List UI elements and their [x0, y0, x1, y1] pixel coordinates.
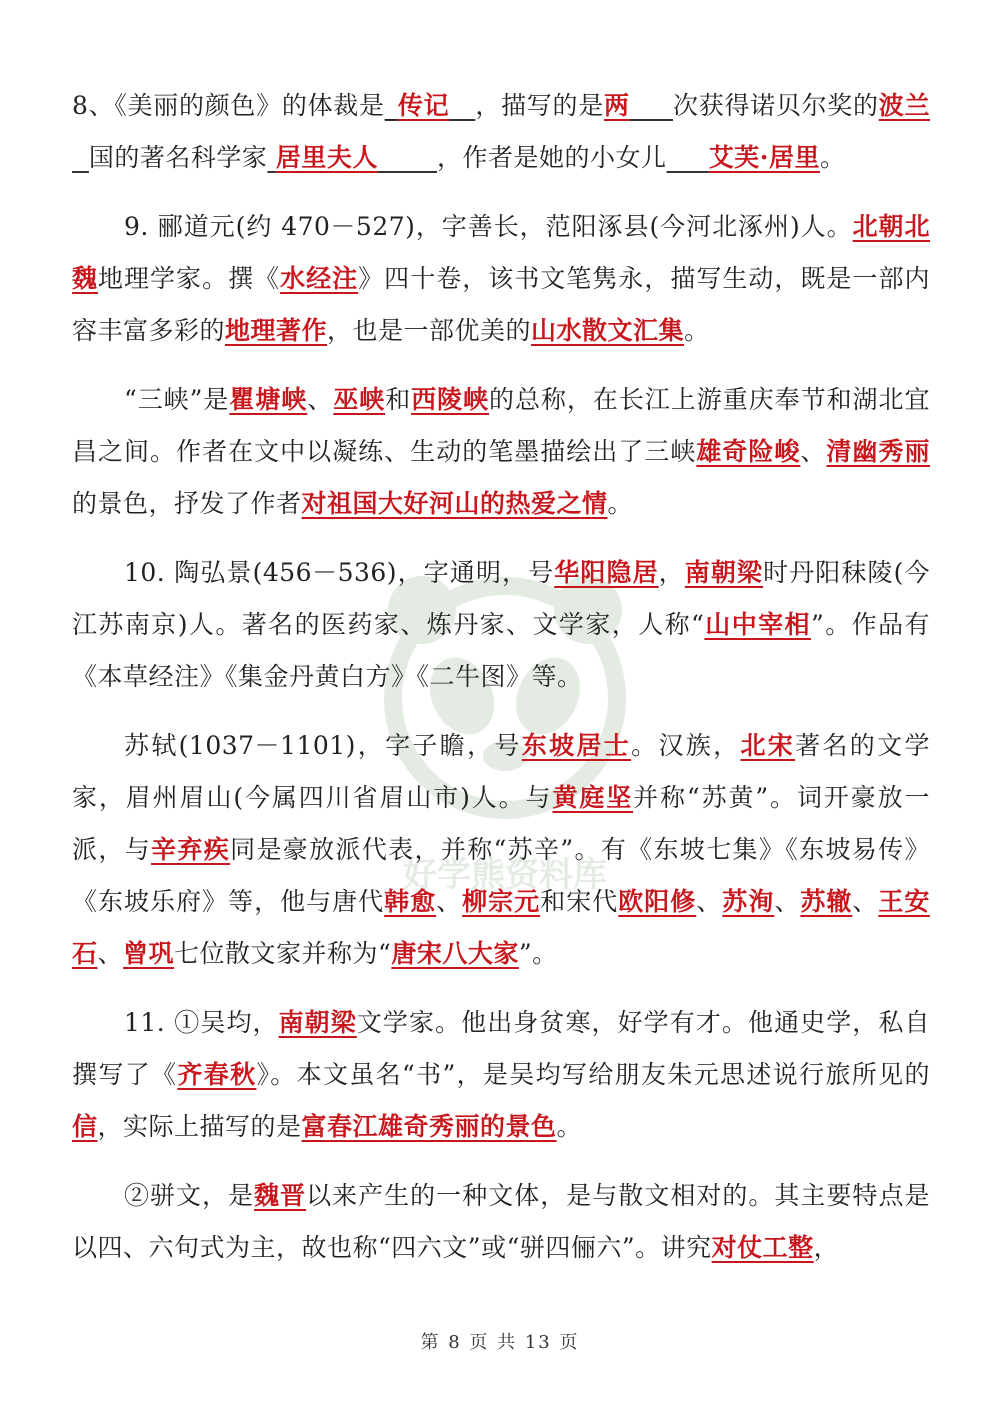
answer-text: 苏辙	[800, 887, 853, 916]
document-body	[72, 80, 930, 1274]
answer-text: 信	[72, 1112, 98, 1141]
answer-text: 瞿塘峡	[229, 385, 308, 414]
body-text: 8、《美丽的颜色》的体裁是	[72, 91, 385, 120]
body-text: 国的著名科学家	[88, 143, 268, 172]
body-text: 》。本文虽名“书”，是吴均写给朋友朱元思述说行旅所见的	[256, 1060, 930, 1089]
paragraph-q10	[72, 547, 930, 703]
answer-text: 清幽秀丽	[826, 437, 930, 466]
body-text: 、	[307, 385, 334, 414]
fill-blank: _	[384, 91, 398, 120]
body-text: 时丹阳秣陵(今江苏南京)人。著名的医药家、炼丹家、文学家，人称“	[72, 558, 930, 639]
answer-text: 山中宰相	[704, 610, 811, 639]
answer-text: 北朝北魏	[72, 212, 930, 293]
answer-text: 波兰	[878, 91, 930, 120]
body-text: 的总称，在长江上游重庆奉节和湖北宜昌之间。作者在文中以凝练、生动的笔墨描绘出了三峡	[72, 385, 930, 466]
body-text: ”。作品有《本草经注》《集金丹黄白方》《二牛图》等。	[72, 610, 930, 691]
answer-text: 富春江雄奇秀丽的景色	[301, 1112, 557, 1141]
body-text: 。汉族，	[631, 731, 741, 760]
body-text: 9. 郦道元(约 470－527)，字善长，范阳涿县(今河北涿州)人。	[124, 212, 853, 241]
answer-text: 地理著作	[225, 316, 328, 345]
page-footer: 第 8 页 共 13 页	[420, 1332, 580, 1353]
answer-text: 对祖国大好河山的热爱之情	[301, 489, 608, 518]
body-text: 、	[696, 887, 723, 916]
body-text: ，	[658, 558, 685, 587]
answer-text: 曾巩	[123, 939, 175, 968]
body-text: 、	[852, 887, 879, 916]
body-text: 。	[684, 316, 710, 345]
answer-text: 艾芙·居里	[708, 143, 820, 172]
body-text: ，也是一部优美的	[327, 316, 532, 345]
answer-text: 华阳隐居	[554, 558, 659, 587]
answer-text: 唐宋八大家	[391, 939, 519, 968]
body-text: 。	[607, 489, 634, 518]
body-text: 。	[556, 1112, 583, 1141]
answer-text: 苏洵	[722, 887, 775, 916]
body-text: ，作者是她的小女儿	[437, 143, 667, 172]
watermark-text: 好学熊资料库	[403, 855, 607, 895]
answer-text: 辛弃疾	[151, 835, 231, 864]
body-text: 和	[385, 385, 412, 414]
body-text: ，	[813, 1233, 840, 1262]
fill-blank	[667, 143, 709, 172]
body-text: ，描写的是	[475, 91, 604, 120]
answer-text: 两	[603, 91, 630, 120]
fill-blank	[72, 143, 89, 172]
answer-text: 水经注	[280, 264, 359, 293]
answer-text: 居里夫人	[275, 143, 378, 172]
body-text: 苏轼(1037－1101)，字子瞻，号	[124, 731, 522, 760]
answer-text: 北宋	[740, 731, 796, 760]
body-text: 11. ①吴均，	[124, 1008, 279, 1037]
answer-text: 魏晋	[254, 1181, 307, 1210]
answer-text: 黄庭坚	[552, 783, 634, 812]
answer-text: 南朝梁	[684, 558, 764, 587]
answer-text: 韩愈	[384, 887, 437, 916]
answer-text: 巫峡	[333, 385, 386, 414]
body-text: “三峡”是	[124, 385, 230, 414]
body-text: 同是豪放派代表，并称“苏辛”。有《东坡七集》《东坡易传》《东坡乐府》等，他与唐代	[72, 835, 930, 916]
body-text: ，实际上描写的是	[97, 1112, 302, 1141]
body-text: 。	[820, 143, 846, 172]
body-text: ②骈文，是	[124, 1181, 255, 1210]
answer-text: 欧阳修	[618, 887, 697, 916]
paragraph-sanxia	[72, 374, 930, 530]
paragraph-q8	[72, 80, 930, 184]
body-text: 并称“苏黄”。词开豪放一派，与	[72, 783, 931, 864]
body-text: 、	[436, 887, 463, 916]
fill-blank	[449, 91, 475, 120]
answer-text: 柳宗元	[462, 887, 541, 916]
body-text: 、	[774, 887, 801, 916]
answer-text: 齐春秋	[177, 1060, 257, 1089]
body-text: ”。	[518, 939, 558, 968]
body-text: 七位散文家并称为“	[174, 939, 392, 968]
body-text: 著名的文学家，眉州眉山(今属四川省眉山市)人。与	[72, 731, 930, 812]
body-text: 以来产生的一种文体，是与散文相对的。其主要特点是以四、六句式为主，故也称“四六文”或“骈四俪六”。讲究	[72, 1181, 930, 1262]
body-text: 》四十卷，该书文笔隽永，描写生动，既是一部内容丰富多彩的	[72, 264, 930, 345]
body-text: 和宋代	[540, 887, 619, 916]
answer-text: 对仗工整	[711, 1233, 814, 1262]
answer-text: 雄奇险峻	[696, 437, 801, 466]
paragraph-pianwen	[72, 1170, 930, 1274]
answer-text: 山水散文汇集	[531, 316, 685, 345]
body-text: 的景色，抒发了作者	[72, 489, 302, 518]
paragraph-q9	[72, 201, 930, 357]
paragraph-sushi	[72, 720, 930, 980]
fill-blank	[267, 143, 275, 172]
body-text: 次获得诺贝尔奖的	[673, 91, 879, 120]
answer-text: 西陵峡	[411, 385, 490, 414]
body-text: 地理学家。撰《	[98, 264, 281, 293]
fill-blank	[630, 91, 673, 120]
answer-text: 南朝梁	[278, 1008, 357, 1037]
body-text: 、	[800, 437, 827, 466]
fill-blank	[378, 143, 437, 172]
body-text: 文学家。他出身贫寒，好学有才。他通史学，私自撰写了《	[72, 1008, 930, 1089]
answer-text: 王安石	[72, 887, 930, 968]
answer-text: 东坡居士	[521, 731, 632, 760]
paragraph-q11	[72, 997, 930, 1153]
answer-text: 传记	[397, 91, 450, 120]
body-text: 10. 陶弘景(456－536)，字通明，号	[124, 558, 555, 587]
body-text: 、	[97, 939, 124, 968]
